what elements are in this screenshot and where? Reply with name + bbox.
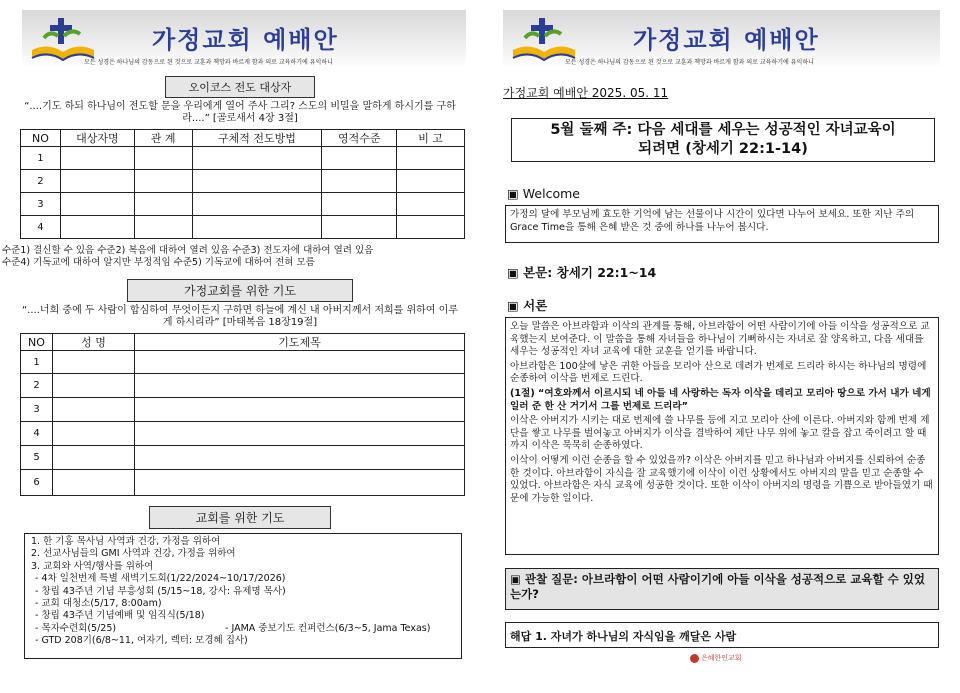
col-header: 성 명 <box>53 334 135 351</box>
row-number: 1 <box>21 351 53 374</box>
church-logo-icon <box>690 654 699 663</box>
scripture-heading: ▣ 본문: 창세기 22:1~14 <box>507 265 657 280</box>
table-row <box>21 470 465 496</box>
header-banner <box>22 10 466 68</box>
col-header: NO <box>21 334 53 351</box>
scripture-quote: (1절) “여호와께서 이르시되 네 아들 네 사랑하는 독자 이삭을 데리고 모리아 땅으로 가서 내가 네게 일러 준 한 산 거기서 그를 번제로 드리라” <box>510 387 931 412</box>
header-title: 가정교회 예배안 <box>152 25 339 54</box>
table-row <box>21 216 465 239</box>
name-cell[interactable] <box>60 193 134 216</box>
list-item-pair <box>31 623 455 635</box>
table-row <box>21 374 465 398</box>
service-date: 가정교회 예배안 2025. 05. 11 <box>503 86 669 100</box>
observation-question-box: ▣ 관찰 질문: 아브라함이 어떤 사람이기에 아들 이삭을 성공적으로 교육할 수 있었는가? <box>505 568 939 610</box>
col-header: 기도제목 <box>135 334 465 351</box>
table-row <box>21 446 465 470</box>
name-cell[interactable] <box>60 170 134 193</box>
col-header: 대상자명 <box>60 130 134 147</box>
list-item: - 창립 43주년 기념예배 및 임직식(5/18) <box>35 610 205 622</box>
list-item: 2. 선교사님들의 GMI 사역과 건강, 가정을 위하여 <box>31 548 236 560</box>
level-cell[interactable] <box>322 170 397 193</box>
relation-cell[interactable] <box>134 170 192 193</box>
col-header: 영적수준 <box>322 130 397 147</box>
welcome-box: 가정의 달에 부모님께 효도한 기억에 남는 선물이나 시간이 있다면 나누어 보세요. 또한 지난 주의 Grace Time을 통해 은혜 받은 것 중에 하나를 나누어 봅시다. <box>505 205 939 243</box>
list-item: - 4차 일천번제 특별 새벽기도회(1/22/2024~10/17/2026) <box>35 573 286 585</box>
prayer-topic-cell[interactable] <box>135 470 465 496</box>
answer-box: 해답 1. 자녀가 하나님의 자식임을 깨달은 사람 <box>505 622 939 648</box>
method-cell[interactable] <box>192 216 322 239</box>
table-row <box>21 193 465 216</box>
church-prayer-list <box>24 533 462 659</box>
intro-paragraph: 아브라함은 100살에 낳은 귀한 아들을 모리아 산으로 데려가 번제로 드리라 하시는 하나님의 명령에 순종하여 이삭을 번제로 드린다. <box>510 360 927 385</box>
home-prayer-section-label: 가정교회를 위한 기도 <box>127 279 353 302</box>
table-row <box>21 422 465 446</box>
intro-box <box>505 317 939 555</box>
level-cell[interactable] <box>322 147 397 170</box>
row-number: 2 <box>21 170 61 193</box>
intro-paragraph: 이삭은 아버지가 시키는 대로 번제에 쓸 나무를 등에 지고 모리아 산에 이른다. 아버지와 함께 번제 제단을 쌓고 나무를 벌여놓고 아버지가 이삭을 결박하여 제단 나무 위에 놓고 칼을 잡고 죽이려고 할 때까지 이삭은 묵묵히 순종하였다. <box>510 415 930 452</box>
note-cell[interactable] <box>397 216 465 239</box>
list-item: - 교회 대청소(5/17, 8:00am) <box>35 598 162 610</box>
name-cell[interactable] <box>53 446 135 470</box>
header-subtitle: 모든 성경은 하나님의 감동으로 된 것으로 교훈과 책망과 바르게 함과 의로 교육하기에 유익하니 <box>565 59 814 66</box>
level-notes-line: 수준4) 기독교에 대하여 알지만 부정적임 수준5) 기독교에 대하여 전혀 모름 <box>2 257 315 268</box>
table-row <box>21 398 465 422</box>
level-notes-line: 수준1) 결신할 수 있음 수준2) 복음에 대하여 열려 있음 수준3) 전도자에 대하여 열려 있음 <box>2 245 374 256</box>
name-cell[interactable] <box>53 422 135 446</box>
name-cell[interactable] <box>53 398 135 422</box>
level-cell[interactable] <box>322 193 397 216</box>
col-header: 관 계 <box>134 130 192 147</box>
list-item: - 창립 43주년 기념 부흥성회 (5/15~18, 강사: 유제명 목사) <box>35 585 286 597</box>
home-prayer-table-header <box>21 334 465 351</box>
intro-paragraph: 이삭이 어떻게 이런 순종을 할 수 있었을까? 이삭은 아버지를 믿고 하나님과 아버지를 신뢰하여 순종한 것이다. 아브라함이 자식을 잘 교육했기에 이삭이 이런 상황에서도 아버지의 말을 믿고 순종할 수 있었다. 아브라함은 자식 교육에 성공한 것이다. 또한 이삭이 아버지의 명령을 기쁨으로 받아들였기 때문에 가능한 일이다. <box>510 454 933 504</box>
home-prayer-table <box>20 333 465 496</box>
prayer-topic-cell[interactable] <box>135 374 465 398</box>
sermon-title-line: 5월 둘째 주: 다음 세대를 세우는 성공적인 자녀교육이 <box>550 122 896 138</box>
table-row <box>21 351 465 374</box>
header-title: 가정교회 예배안 <box>633 25 820 54</box>
intro-paragraph: 오늘 말씀은 아브라함과 이삭의 관계를 통해, 아브라함이 어떤 사람이기에 아들 이삭을 성공적으로 교육했는지 보여준다. 이 말씀을 통해 자녀들을 하나님이 기뻐하시는 자녀로 잘 양육하고, 다음 세대를 세우는 성공적인 자녀 교육에 대한 교훈을 얻기를 바랍니다. <box>510 321 930 358</box>
row-number: 2 <box>21 374 53 398</box>
name-cell[interactable] <box>53 470 135 496</box>
list-item: - JAMA 중보기도 컨퍼런스(6/3~5, Jama Texas) <box>225 622 431 634</box>
church-footer-logo <box>690 653 742 663</box>
table-row <box>21 147 465 170</box>
home-prayer-quote: “....너희 중에 두 사람이 합심하여 무엇이든지 구하면 하늘에 계신 내 아버지께서 저희를 위하여 이루게 하시리라” [마태복음 18장19절] <box>22 305 458 328</box>
right-page <box>485 0 960 693</box>
relation-cell[interactable] <box>134 216 192 239</box>
prayer-topic-cell[interactable] <box>135 446 465 470</box>
method-cell[interactable] <box>192 147 322 170</box>
col-header: 비 고 <box>397 130 465 147</box>
note-cell[interactable] <box>397 170 465 193</box>
oikos-table-header <box>21 130 465 147</box>
header-banner <box>503 10 940 68</box>
header-subtitle: 모든 성경은 하나님의 감동으로 된 것으로 교훈과 책망과 바르게 함과 의로 교육하기에 유익하니 <box>84 59 333 66</box>
oikos-section-label: 오이코스 전도 대상자 <box>165 76 315 98</box>
level-cell[interactable] <box>322 216 397 239</box>
level-notes <box>2 245 480 269</box>
list-item: 1. 한 기홍 목사님 사역과 건강, 가정을 위하여 <box>31 536 221 547</box>
table-row <box>21 170 465 193</box>
intro-heading: ▣ 서론 <box>507 298 548 313</box>
col-header: 구체적 전도방법 <box>192 130 322 147</box>
note-cell[interactable] <box>397 193 465 216</box>
name-cell[interactable] <box>53 351 135 374</box>
prayer-topic-cell[interactable] <box>135 351 465 374</box>
welcome-heading: ▣ Welcome <box>507 186 580 201</box>
list-item: - 목자수련회(5/25) <box>35 622 117 634</box>
method-cell[interactable] <box>192 170 322 193</box>
prayer-topic-cell[interactable] <box>135 422 465 446</box>
method-cell[interactable] <box>192 193 322 216</box>
col-header: NO <box>21 130 61 147</box>
row-number: 3 <box>21 398 53 422</box>
church-logo-text: 은혜한인교회 <box>701 654 742 662</box>
oikos-quote: “....기도 하되 하나님이 전도할 문을 우리에게 열어 주사 그리? 스도의 비밀을 말하게 하시기를 구하라....” [골로새서 4장 3절] <box>24 101 456 124</box>
list-item: - GTD 208기(6/8~11, 여자기, 렉터: 모경혜 집사) <box>35 635 248 647</box>
name-cell[interactable] <box>60 147 134 170</box>
church-prayer-section-label: 교회를 위한 기도 <box>149 506 331 529</box>
sermon-title-box <box>511 118 935 162</box>
row-number: 4 <box>21 216 61 239</box>
relation-cell[interactable] <box>134 193 192 216</box>
sermon-title-line: 되려면 (창세기 22:1-14) <box>638 141 808 157</box>
relation-cell[interactable] <box>134 147 192 170</box>
row-number: 3 <box>21 193 61 216</box>
note-cell[interactable] <box>397 147 465 170</box>
prayer-topic-cell[interactable] <box>135 398 465 422</box>
list-item: 3. 교회와 사역/행사를 위하여 <box>31 560 154 572</box>
row-number: 6 <box>21 470 53 496</box>
name-cell[interactable] <box>60 216 134 239</box>
row-number: 4 <box>21 422 53 446</box>
row-number: 5 <box>21 446 53 470</box>
oikos-table <box>20 129 465 239</box>
name-cell[interactable] <box>53 374 135 398</box>
row-number: 1 <box>21 147 61 170</box>
